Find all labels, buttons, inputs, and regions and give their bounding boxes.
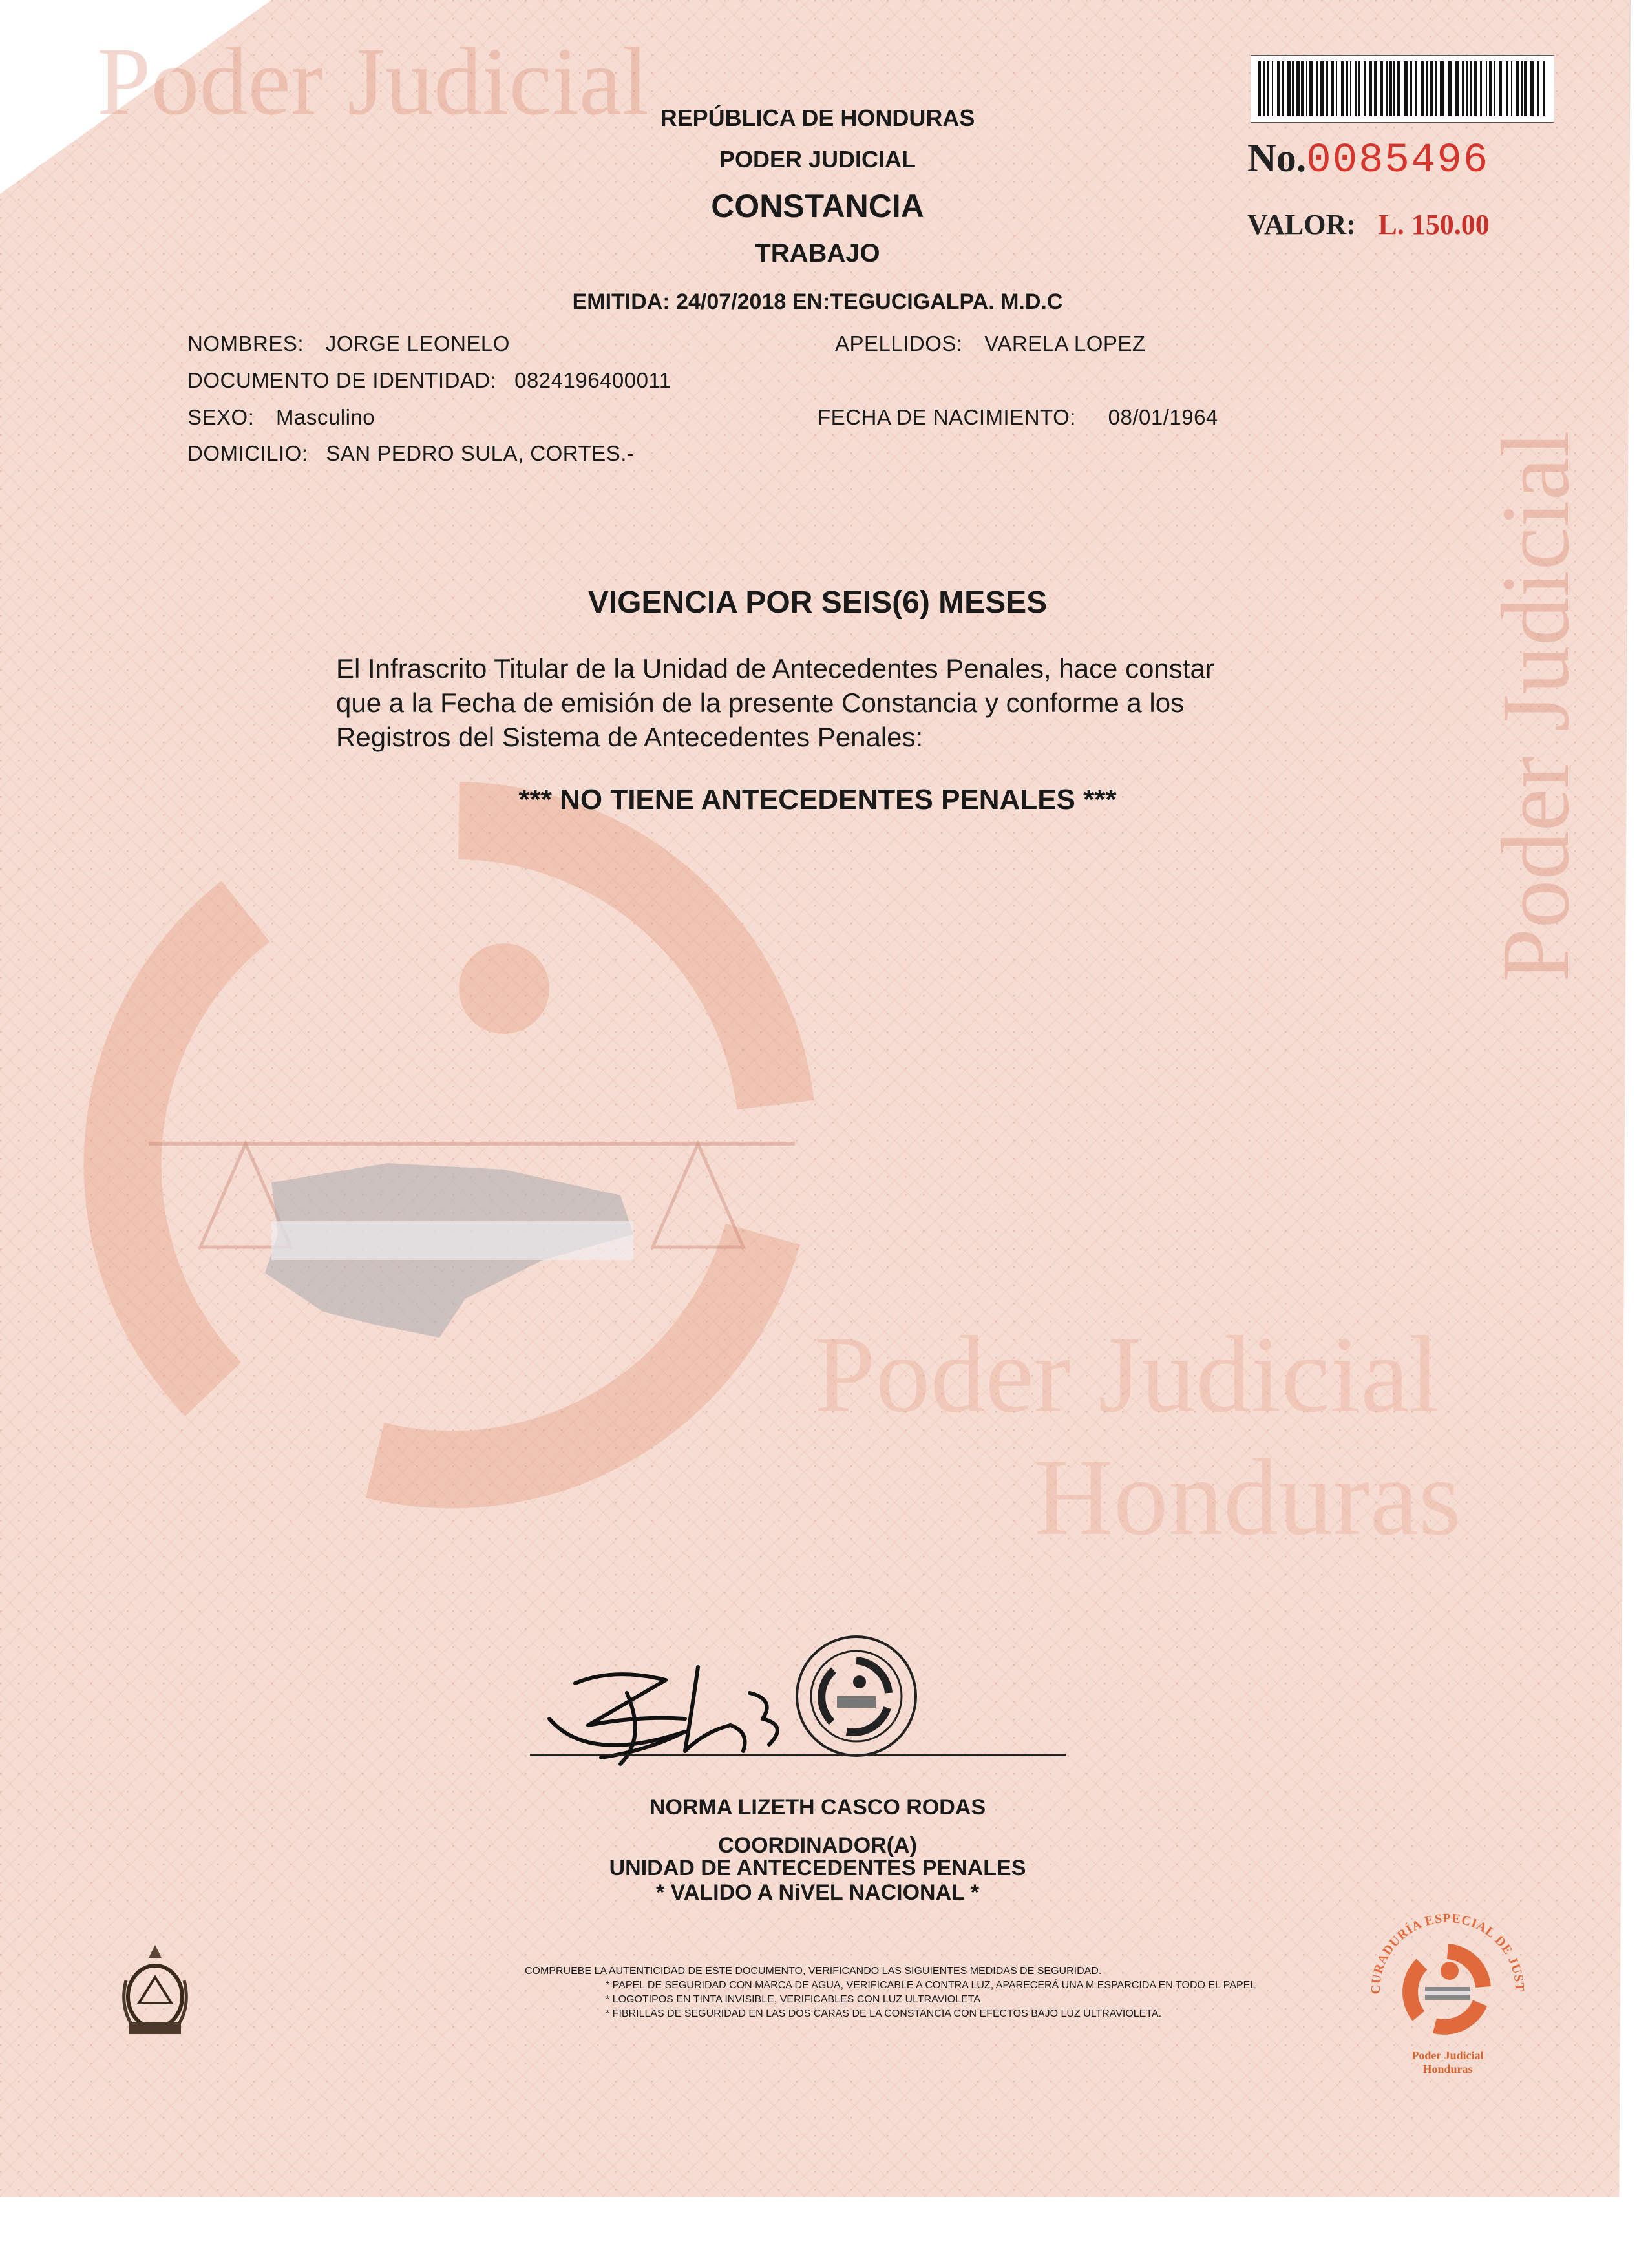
header-purpose: TRABAJO xyxy=(755,239,880,268)
barcode xyxy=(1251,55,1554,123)
serial-label: No. xyxy=(1247,136,1307,180)
nombres-label: NOMBRES: xyxy=(187,331,304,355)
apellidos-value: VARELA LOPEZ xyxy=(984,331,1146,355)
domicilio-row xyxy=(187,441,634,466)
procuraduria-seal-icon xyxy=(1354,1893,1541,2055)
valor xyxy=(1247,208,1490,241)
documento-value: 0824196400011 xyxy=(514,368,671,392)
vigencia-title: VIGENCIA POR SEIS(6) MESES xyxy=(587,585,1048,620)
validity-text: * VALIDO A NiVEL NACIONAL * xyxy=(656,1880,979,1905)
nombres-value: JORGE LEONELO xyxy=(325,331,510,355)
signature xyxy=(536,1654,821,1777)
sexo-row xyxy=(187,405,375,430)
body-line-3: Registros del Sistema de Antecedentes Penales: xyxy=(336,722,924,752)
sexo-value: Masculino xyxy=(276,405,375,429)
signature-line xyxy=(530,1754,1066,1756)
security-notes xyxy=(525,1964,1430,2021)
watermark-side: Poder Judicial xyxy=(1482,430,1589,982)
fecha-label: FECHA DE NACIMIENTO: xyxy=(818,405,1076,429)
body-paragraph xyxy=(336,651,1370,754)
nombres-row xyxy=(187,331,510,356)
valor-label: VALOR: xyxy=(1247,209,1356,240)
coat-of-arms-icon xyxy=(120,1942,191,2039)
security-line-3: * LOGOTIPOS EN TINTA INVISIBLE, VERIFICABLES CON LUZ ULTRAVIOLETA xyxy=(606,1994,980,2005)
fecha-value: 08/01/1964 xyxy=(1108,405,1218,429)
documento-row xyxy=(187,368,671,393)
watermark-center-2: Honduras xyxy=(1034,1436,1461,1558)
apellidos-row xyxy=(835,331,1146,356)
seal-arc-text: CURADURÍA ESPECIAL DE JUST xyxy=(1368,1911,1527,1995)
signer-unit: UNIDAD DE ANTECEDENTES PENALES xyxy=(609,1856,1026,1880)
body-line-2: que a la Fecha de emisión de la presente Constancia y conforme a los xyxy=(336,688,1185,718)
fecha-nacimiento-row xyxy=(818,405,1218,430)
security-line-1: COMPRUEBE LA AUTENTICIDAD DE ESTE DOCUMENTO, VERIFICANDO LAS SIGUIENTES MEDIDAS DE SEGURIDAD. xyxy=(525,1966,1102,1977)
domicilio-value: SAN PEDRO SULA, CORTES.- xyxy=(326,441,635,465)
header-republic: REPÚBLICA DE HONDURAS xyxy=(660,105,975,131)
honduras-map-icon xyxy=(265,1163,633,1338)
security-line-2: * PAPEL DE SEGURIDAD CON MARCA DE AGUA, VERIFICABLE A CONTRA LUZ, APARECERÁ UNA M ESPARCIDA EN TODO EL PAPEL xyxy=(606,1980,1256,1991)
svg-text:PROCURADURÍA ESPECIAL DE JUSTI xyxy=(1354,1893,1527,1994)
seal-line-2: Honduras xyxy=(1422,2063,1473,2075)
domicilio-label: DOMICILIO: xyxy=(187,441,308,465)
header-doc-type: CONSTANCIA xyxy=(711,188,924,224)
signer-role: COORDINADOR(A) xyxy=(718,1833,917,1858)
apellidos-label: APELLIDOS: xyxy=(835,331,963,355)
body-line-1: El Infrascrito Titular de la Unidad de Antecedentes Penales, hace constar xyxy=(336,653,1214,684)
seal-line-1: Poder Judicial xyxy=(1411,2049,1484,2062)
watermark-top: Poder Judicial xyxy=(97,28,650,135)
signer-name: NORMA LIZETH CASCO RODAS xyxy=(649,1795,986,1820)
unit-seal-icon xyxy=(792,1632,921,1761)
security-line-4: * FIBRILLAS DE SEGURIDAD EN LAS DOS CARAS DE LA CONSTANCIA CON EFECTOS BAJO LUZ ULTRAVIOLETA. xyxy=(606,2008,1162,2019)
serial-number xyxy=(1247,136,1489,184)
header-branch: PODER JUDICIAL xyxy=(719,146,916,173)
judicial-emblem-watermark xyxy=(52,743,866,1538)
watermark-center-1: Poder Judicial xyxy=(814,1314,1440,1435)
header-issued: EMITIDA: 24/07/2018 EN:TEGUCIGALPA. M.D.C xyxy=(572,289,1063,314)
result-text: *** NO TIENE ANTECEDENTES PENALES *** xyxy=(518,784,1117,815)
serial-value: 0085496 xyxy=(1306,138,1490,184)
valor-value: L. 150.00 xyxy=(1378,209,1490,240)
sexo-label: SEXO: xyxy=(187,405,255,429)
documento-label: DOCUMENTO DE IDENTIDAD: xyxy=(187,368,497,392)
procuraduria-seal xyxy=(1354,1893,1541,2087)
